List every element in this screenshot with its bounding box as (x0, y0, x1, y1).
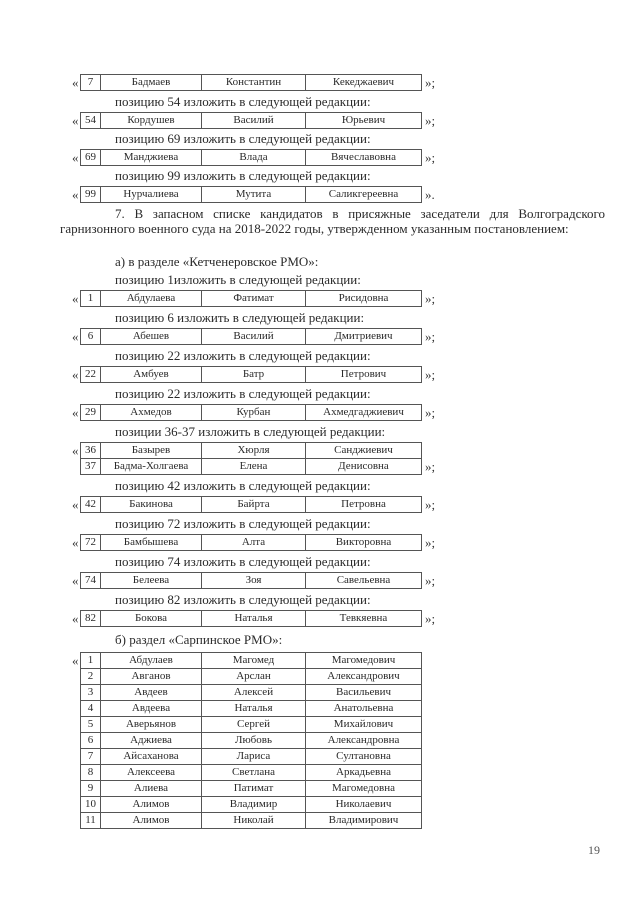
cell-number: 1 (81, 653, 101, 669)
closing-quote: »; (425, 497, 436, 512)
cell-name: Влада (202, 150, 306, 166)
position-instruction: позицию 6 изложить в следующей редакции: (115, 310, 365, 325)
closing-quote: »; (425, 113, 436, 128)
opening-quote: « (72, 329, 79, 344)
opening-quote: « (72, 497, 79, 512)
cell-number: 1 (81, 291, 101, 307)
cell-surname: Аверьянов (101, 717, 202, 733)
closing-quote: »; (425, 405, 436, 420)
cell-patronymic: Магомедовна (306, 781, 422, 797)
cell-number: 82 (81, 611, 101, 627)
opening-quote: « (72, 573, 79, 588)
cell-name: Арслан (202, 669, 306, 685)
cell-patronymic: Васильевич (306, 685, 422, 701)
cell-surname: Нурчалиева (101, 187, 202, 203)
replacement-table (80, 366, 422, 383)
cell-number: 42 (81, 497, 101, 513)
cell-name: Алта (202, 535, 306, 551)
table-row (81, 781, 422, 797)
cell-surname: Абдулаева (101, 291, 202, 307)
cell-patronymic: Тевкяевна (306, 611, 422, 627)
cell-number: 11 (81, 813, 101, 829)
cell-surname: Абешев (101, 329, 202, 345)
cell-surname: Бамбышева (101, 535, 202, 551)
cell-patronymic: Санджиевич (306, 443, 422, 459)
replacement-table (80, 572, 422, 589)
closing-quote: »; (425, 459, 436, 474)
table-row (81, 291, 422, 307)
replacement-table (80, 186, 422, 203)
cell-number: 3 (81, 685, 101, 701)
position-instruction: позицию 72 изложить в следующей редакции: (115, 516, 371, 531)
position-instruction: позицию 42 изложить в следующей редакции: (115, 478, 371, 493)
cell-patronymic: Александровна (306, 733, 422, 749)
cell-surname: Кордушев (101, 113, 202, 129)
cell-number: 22 (81, 367, 101, 383)
cell-patronymic: Петрович (306, 367, 422, 383)
cell-name: Хюрля (202, 443, 306, 459)
cell-patronymic: Юрьевич (306, 113, 422, 129)
paragraph-text: 7. В запасном списке кандидатов в присяжные заседатели для Волгоградского гарнизонного военного суда на 2018-2022 годы, утвержденном указанным постановлением: (60, 206, 605, 236)
table-row (81, 749, 422, 765)
position-instruction: позицию 82 изложить в следующей редакции: (115, 592, 371, 607)
cell-number: 36 (81, 443, 101, 459)
cell-number: 4 (81, 701, 101, 717)
cell-patronymic: Саликгереевна (306, 187, 422, 203)
replacement-table (80, 149, 422, 166)
cell-patronymic: Аркадьевна (306, 765, 422, 781)
cell-number: 99 (81, 187, 101, 203)
cell-patronymic: Кекеджаевич (306, 75, 422, 91)
cell-number: 7 (81, 749, 101, 765)
closing-quote: »; (425, 573, 436, 588)
table-row (81, 367, 422, 383)
table-row (81, 797, 422, 813)
cell-patronymic: Ахмедгаджиевич (306, 405, 422, 421)
closing-quote: »; (425, 367, 436, 382)
cell-number: 7 (81, 75, 101, 91)
cell-name: Елена (202, 459, 306, 475)
cell-surname: Бадма-Холгаева (101, 459, 202, 475)
cell-surname: Базырев (101, 443, 202, 459)
cell-number: 6 (81, 329, 101, 345)
cell-name: Константин (202, 75, 306, 91)
closing-quote: »; (425, 291, 436, 306)
table-row (81, 113, 422, 129)
cell-name: Светлана (202, 765, 306, 781)
closing-quote: »; (425, 329, 436, 344)
table-row (81, 611, 422, 627)
opening-quote: « (72, 75, 79, 90)
opening-quote: « (72, 405, 79, 420)
cell-surname: Алиева (101, 781, 202, 797)
cell-surname: Абдулаев (101, 653, 202, 669)
replacement-table (80, 74, 422, 91)
cell-surname: Айсаханова (101, 749, 202, 765)
cell-patronymic: Николаевич (306, 797, 422, 813)
cell-name: Наталья (202, 701, 306, 717)
replacement-table (80, 290, 422, 307)
cell-patronymic: Анатольевна (306, 701, 422, 717)
replacement-table (80, 610, 422, 627)
cell-name: Василий (202, 113, 306, 129)
cell-surname: Алексеева (101, 765, 202, 781)
cell-name: Наталья (202, 611, 306, 627)
closing-quote: »; (425, 535, 436, 550)
cell-name: Байрта (202, 497, 306, 513)
cell-patronymic: Петровна (306, 497, 422, 513)
table-row (81, 150, 422, 166)
cell-surname: Белеева (101, 573, 202, 589)
cell-number: 69 (81, 150, 101, 166)
cell-name: Патимат (202, 781, 306, 797)
cell-patronymic: Александрович (306, 669, 422, 685)
cell-number: 37 (81, 459, 101, 475)
cell-patronymic: Денисовна (306, 459, 422, 475)
cell-name: Владимир (202, 797, 306, 813)
cell-name: Фатимат (202, 291, 306, 307)
table-row (81, 813, 422, 829)
closing-quote: »; (425, 75, 436, 90)
table-row (81, 405, 422, 421)
cell-surname: Авдеев (101, 685, 202, 701)
replacement-table (80, 442, 422, 475)
opening-quote: « (72, 535, 79, 550)
section-heading: а) в разделе «Кетченеровское РМО»: (115, 254, 319, 269)
cell-number: 8 (81, 765, 101, 781)
table-row (81, 573, 422, 589)
section-heading: б) раздел «Сарпинское РМО»: (115, 632, 283, 647)
opening-quote: « (72, 187, 79, 202)
opening-quote: « (72, 611, 79, 626)
cell-patronymic: Вячеславовна (306, 150, 422, 166)
cell-surname: Бадмаев (101, 75, 202, 91)
cell-name: Магомед (202, 653, 306, 669)
replacement-table (80, 496, 422, 513)
cell-surname: Бакинова (101, 497, 202, 513)
cell-surname: Алимов (101, 813, 202, 829)
page-number: 19 (588, 843, 600, 857)
cell-name: Зоя (202, 573, 306, 589)
table-row (81, 443, 422, 459)
replacement-table (80, 328, 422, 345)
cell-patronymic: Рисидовна (306, 291, 422, 307)
table-row (81, 459, 422, 475)
cell-patronymic: Савельевна (306, 573, 422, 589)
cell-name: Мутита (202, 187, 306, 203)
position-instruction: позиции 36-37 изложить в следующей редакции: (115, 424, 386, 439)
cell-patronymic: Викторовна (306, 535, 422, 551)
closing-quote: »; (425, 150, 436, 165)
cell-number: 9 (81, 781, 101, 797)
table-row (81, 685, 422, 701)
cell-surname: Амбуев (101, 367, 202, 383)
cell-patronymic: Магомедович (306, 653, 422, 669)
table-row (81, 669, 422, 685)
table-row (81, 701, 422, 717)
cell-number: 10 (81, 797, 101, 813)
cell-name: Курбан (202, 405, 306, 421)
cell-patronymic: Михайлович (306, 717, 422, 733)
position-instruction: позицию 1изложить в следующей редакции: (115, 272, 361, 287)
table-row (81, 765, 422, 781)
cell-surname: Авганов (101, 669, 202, 685)
replacement-table (80, 534, 422, 551)
table-row (81, 733, 422, 749)
opening-quote: « (72, 291, 79, 306)
table-row (81, 497, 422, 513)
cell-number: 74 (81, 573, 101, 589)
cell-number: 2 (81, 669, 101, 685)
cell-number: 6 (81, 733, 101, 749)
cell-surname: Авдеева (101, 701, 202, 717)
cell-name: Батр (202, 367, 306, 383)
paragraph-7 (60, 206, 605, 236)
cell-surname: Манджиева (101, 150, 202, 166)
cell-surname: Ахмедов (101, 405, 202, 421)
cell-surname: Алимов (101, 797, 202, 813)
table-row (81, 717, 422, 733)
table-row (81, 75, 422, 91)
cell-name: Сергей (202, 717, 306, 733)
opening-quote: « (72, 367, 79, 382)
opening-quote: « (72, 443, 79, 458)
opening-quote: « (72, 150, 79, 165)
position-instruction: позицию 99 изложить в следующей редакции: (115, 168, 371, 183)
table-row (81, 187, 422, 203)
cell-name: Лариса (202, 749, 306, 765)
cell-name: Любовь (202, 733, 306, 749)
cell-surname: Бокова (101, 611, 202, 627)
cell-number: 72 (81, 535, 101, 551)
cell-name: Василий (202, 329, 306, 345)
cell-name: Алексей (202, 685, 306, 701)
cell-patronymic: Владимирович (306, 813, 422, 829)
position-instruction: позицию 54 изложить в следующей редакции: (115, 94, 371, 109)
position-instruction: позицию 69 изложить в следующей редакции: (115, 131, 371, 146)
closing-quote: »; (425, 611, 436, 626)
cell-patronymic: Султановна (306, 749, 422, 765)
position-instruction: позицию 74 изложить в следующей редакции: (115, 554, 371, 569)
position-instruction: позицию 22 изложить в следующей редакции: (115, 386, 371, 401)
table-row (81, 329, 422, 345)
position-instruction: позицию 22 изложить в следующей редакции: (115, 348, 371, 363)
cell-number: 54 (81, 113, 101, 129)
replacement-table (80, 404, 422, 421)
cell-number: 29 (81, 405, 101, 421)
cell-surname: Аджиева (101, 733, 202, 749)
table-row (81, 653, 422, 669)
cell-patronymic: Дмитриевич (306, 329, 422, 345)
section-table (80, 652, 422, 829)
opening-quote: « (72, 113, 79, 128)
table-row (81, 535, 422, 551)
replacement-table (80, 112, 422, 129)
opening-quote: « (72, 653, 79, 668)
cell-name: Николай (202, 813, 306, 829)
closing-quote: ». (425, 187, 435, 202)
cell-number: 5 (81, 717, 101, 733)
